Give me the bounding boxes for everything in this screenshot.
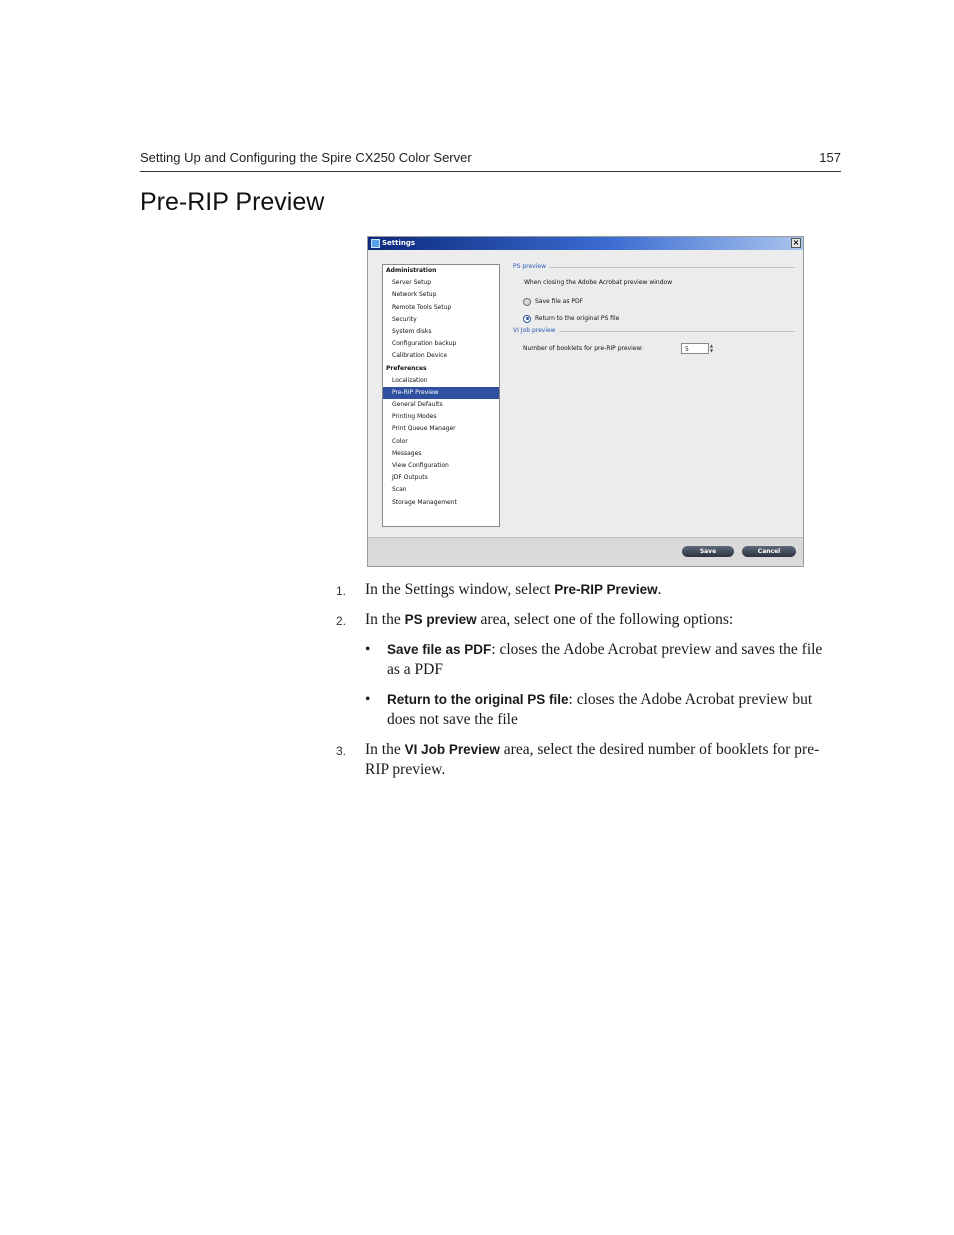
window-footer: [368, 537, 803, 566]
nav-item[interactable]: Security: [392, 315, 417, 323]
nav-item[interactable]: Calibration Device: [392, 352, 448, 360]
save-file-as-pdf-label: Save file as PDF: [535, 298, 584, 305]
booklets-stepper[interactable]: 5: [681, 343, 709, 354]
nav-item[interactable]: System disks: [392, 327, 432, 335]
nav-item[interactable]: Pre-RIP Preview: [383, 387, 499, 399]
step-2: [336, 610, 836, 630]
nav-item[interactable]: Print Queue Manager: [392, 425, 456, 433]
booklets-row: [523, 340, 795, 356]
booklets-label: Number of booklets for pre-RIP preview:: [523, 344, 644, 352]
bullet-glyph: •: [365, 641, 371, 658]
step-number: 2.: [336, 614, 347, 628]
save-file-as-pdf-option[interactable]: [523, 293, 795, 310]
vi-job-preview-title-text: VI Job preview: [513, 327, 559, 334]
bullet-text: : closes the Adobe Acrobat preview and saves the file as a PDF: [387, 641, 823, 678]
nav-item[interactable]: Configuration backup: [392, 340, 457, 348]
return-to-original-ps-radio[interactable]: [523, 315, 531, 323]
save-file-as-pdf-radio[interactable]: [523, 298, 531, 306]
ps-preview-prompt: When closing the Adobe Acrobat preview window: [524, 279, 673, 286]
page-number: 157: [819, 150, 841, 165]
running-header-title: Setting Up and Configuring the Spire CX250 Color Server: [140, 150, 472, 165]
step-1: [336, 580, 836, 600]
nav-item[interactable]: Messages: [392, 449, 422, 457]
step-text: area, select one of the following options:: [476, 611, 734, 628]
stepper-arrows[interactable]: [710, 343, 713, 353]
step-text: In the: [365, 611, 405, 628]
running-header: [140, 149, 841, 172]
nav-item[interactable]: Localization: [392, 376, 428, 384]
step-number: 1.: [336, 584, 347, 598]
step-number: 3.: [336, 744, 347, 758]
step-text: In the: [365, 741, 405, 758]
option-bullets: [365, 640, 836, 730]
step-text: In the Settings window, select: [365, 581, 555, 598]
return-to-original-ps-label: Return to the original PS file: [535, 315, 620, 322]
nav-item[interactable]: View Configuration: [392, 462, 449, 469]
step-text: area, select the desired number of booklets for pre-RIP preview.: [365, 741, 820, 778]
chevron-down-icon[interactable]: ▼: [710, 348, 714, 353]
step-3: [336, 740, 836, 780]
nav-item[interactable]: JDF Outputs: [392, 474, 428, 482]
nav-item[interactable]: Remote Tools Setup: [392, 303, 452, 311]
bullet-item: [365, 690, 836, 730]
settings-panel: [513, 263, 795, 356]
ui-term: VI Job Preview: [404, 742, 500, 757]
bullet-text: : closes the Adobe Acrobat preview but does not save the file: [387, 691, 813, 728]
ui-term: Pre-RIP Preview: [554, 582, 658, 597]
nav-item[interactable]: Scan: [392, 486, 407, 494]
ui-term: Save file as PDF: [387, 642, 492, 657]
close-icon[interactable]: ×: [792, 238, 800, 247]
nav-group-header: Administration: [386, 267, 437, 274]
window-titlebar: [368, 237, 803, 250]
nav-item[interactable]: Server Setup: [392, 279, 432, 287]
bullet-glyph: •: [365, 691, 371, 708]
vi-job-preview-section-title: [513, 327, 795, 337]
cancel-button[interactable]: Cancel: [742, 546, 796, 557]
nav-group-header: Preferences: [386, 364, 427, 372]
save-button[interactable]: Save: [682, 546, 734, 557]
nav-item[interactable]: Storage Management: [392, 498, 457, 506]
bullet-item: [365, 640, 836, 680]
nav-item[interactable]: Color: [392, 437, 408, 445]
app-icon: [371, 239, 380, 248]
window-title: Settings: [382, 239, 416, 247]
nav-item[interactable]: Printing Modes: [392, 413, 437, 421]
return-to-original-ps-option[interactable]: [523, 310, 795, 327]
chevron-up-icon[interactable]: ▲: [710, 343, 714, 348]
ps-preview-title-text: PS preview: [513, 263, 549, 270]
nav-item[interactable]: General Defaults: [392, 401, 443, 409]
section-heading: Pre-RIP Preview: [140, 188, 325, 216]
settings-nav-list: [382, 264, 500, 527]
ui-term: PS preview: [404, 612, 477, 627]
ps-preview-section-title: [513, 263, 795, 273]
step-text: .: [657, 581, 662, 598]
nav-item[interactable]: Network Setup: [392, 291, 437, 299]
instruction-steps: [336, 580, 836, 790]
settings-window: [367, 236, 804, 567]
ui-term: Return to the original PS file: [387, 692, 569, 707]
